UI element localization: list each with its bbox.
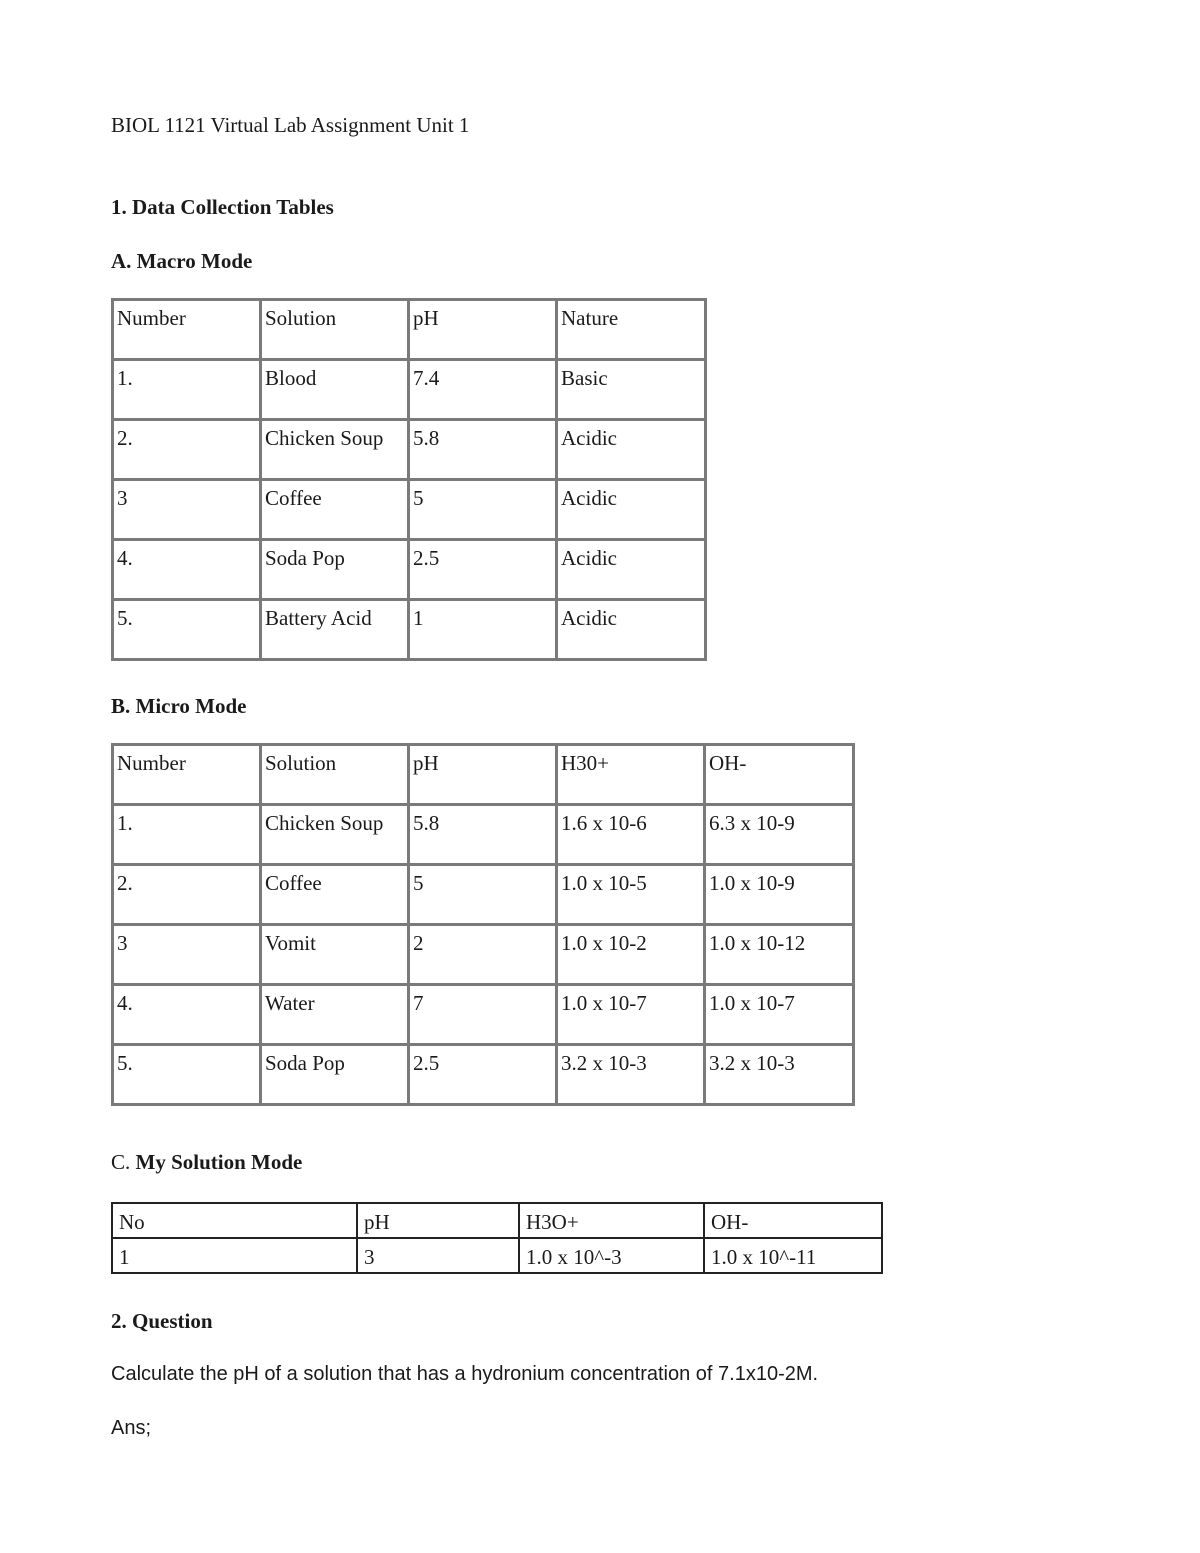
table-cell: 2 [409,925,557,985]
answer-label: Ans; [111,1417,152,1439]
table-cell: 6.3 x 10-9 [705,805,854,865]
table-cell: Basic [557,360,706,420]
header-cell: pH [409,745,557,805]
header-cell: OH- [705,745,854,805]
table-cell: Acidic [557,540,706,600]
table-row [113,1045,854,1105]
table-cell: 5.8 [409,420,557,480]
heading-text: My Solution Mode [135,1150,303,1174]
table-header-row [113,300,706,360]
section-heading-data-collection: 1. Data Collection Tables [111,195,334,219]
question-text: Calculate the pH of a solution that has a hydronium concentration of 7.1x10-2M. [111,1363,819,1385]
table-cell: 3.2 x 10-3 [705,1045,854,1105]
table-cell: 1 [112,1238,357,1273]
table-cell: Soda Pop [261,540,409,600]
table-cell: 1.0 x 10^-3 [519,1238,704,1273]
macro-mode-heading: A. Macro Mode [111,249,253,273]
table-header-row [113,745,854,805]
table-cell: 5 [409,480,557,540]
table-cell: 1. [113,805,261,865]
my-solution-table [111,1202,883,1274]
table-cell: 3 [357,1238,519,1273]
table-cell: 7 [409,985,557,1045]
table-row [113,540,706,600]
table-cell: Chicken Soup [261,420,409,480]
header-cell: H30+ [557,745,705,805]
table-row [113,985,854,1045]
table-cell: Chicken Soup [261,805,409,865]
my-solution-mode-heading [111,1150,302,1175]
header-cell: OH- [704,1203,882,1238]
table-cell: Water [261,985,409,1045]
table-cell: 1 [409,600,557,660]
heading-prefix: C. [111,1150,136,1174]
table-cell: 1.0 x 10-2 [557,925,705,985]
table-header-row [112,1203,882,1238]
table-cell: 1.0 x 10-7 [557,985,705,1045]
table-cell: 2. [113,865,261,925]
table-cell: 3.2 x 10-3 [557,1045,705,1105]
header-cell: Number [113,300,261,360]
table-cell: Acidic [557,480,706,540]
table-cell: 1.0 x 10-5 [557,865,705,925]
header-cell: No [112,1203,357,1238]
header-cell: H3O+ [519,1203,704,1238]
table-cell: Coffee [261,480,409,540]
table-cell: 1.0 x 10-12 [705,925,854,985]
table-row [113,360,706,420]
table-cell: 7.4 [409,360,557,420]
table-row [113,420,706,480]
table-row [113,480,706,540]
table-cell: 1.0 x 10^-11 [704,1238,882,1273]
table-cell: Battery Acid [261,600,409,660]
table-cell: 5. [113,600,261,660]
table-row [113,600,706,660]
table-cell: 3 [113,925,261,985]
table-cell: Vomit [261,925,409,985]
table-cell: 4. [113,985,261,1045]
header-cell: pH [409,300,557,360]
table-cell: 3 [113,480,261,540]
header-cell: Solution [261,745,409,805]
header-cell: Nature [557,300,706,360]
table-cell: 5.8 [409,805,557,865]
micro-mode-table [111,743,855,1106]
table-cell: Blood [261,360,409,420]
table-row [113,925,854,985]
table-cell: 1.0 x 10-7 [705,985,854,1045]
table-row [112,1238,882,1273]
table-cell: 2.5 [409,1045,557,1105]
table-cell: Coffee [261,865,409,925]
table-row [113,805,854,865]
header-cell: Solution [261,300,409,360]
header-cell: pH [357,1203,519,1238]
table-cell: 1.6 x 10-6 [557,805,705,865]
table-row [113,865,854,925]
table-cell: 4. [113,540,261,600]
table-cell: Soda Pop [261,1045,409,1105]
table-cell: 2. [113,420,261,480]
table-cell: 2.5 [409,540,557,600]
macro-mode-table [111,298,707,661]
header-cell: Number [113,745,261,805]
table-cell: 5 [409,865,557,925]
table-cell: 1. [113,360,261,420]
table-cell: 1.0 x 10-9 [705,865,854,925]
section-heading-question: 2. Question [111,1309,213,1333]
micro-mode-heading: B. Micro Mode [111,694,247,718]
table-cell: 5. [113,1045,261,1105]
table-cell: Acidic [557,420,706,480]
table-cell: Acidic [557,600,706,660]
document-title: BIOL 1121 Virtual Lab Assignment Unit 1 [111,113,470,137]
